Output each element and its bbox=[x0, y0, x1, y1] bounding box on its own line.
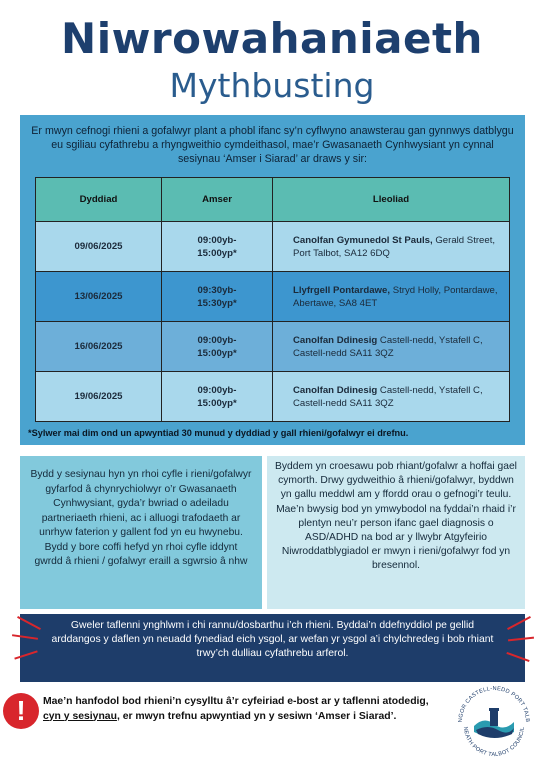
table-header-row bbox=[36, 178, 510, 222]
row-location bbox=[273, 372, 510, 422]
row-time: 09:00yb- 15:00yp* bbox=[162, 222, 273, 272]
row-date: 19/06/2025 bbox=[36, 372, 162, 422]
venue-address: Stryd Holly, Pontardawe, Abertawe, SA8 4ET bbox=[293, 284, 498, 309]
table-row bbox=[36, 222, 510, 272]
venue-name: Llyfrgell Pontardawe, bbox=[293, 284, 391, 296]
venue-address: Gerald Street, Port Talbot, SA12 6DQ bbox=[293, 234, 496, 259]
row-location bbox=[273, 222, 510, 272]
decorative-ray bbox=[507, 616, 531, 630]
row-location bbox=[273, 322, 510, 372]
venue-address: Castell-nedd, Ystafell C, Castell-nedd SA11 3QZ bbox=[293, 384, 483, 409]
row-time: 09:30yb- 15:30yp* bbox=[162, 272, 273, 322]
decorative-ray bbox=[17, 616, 41, 630]
decorative-ray bbox=[12, 634, 38, 640]
venue-name: Canolfan Gymunedol St Pauls, bbox=[293, 234, 433, 246]
venue-name: Canolfan Ddinesig bbox=[293, 334, 378, 346]
venue-name: Canolfan Ddinesig bbox=[293, 384, 378, 396]
header-date: Dyddiad bbox=[36, 178, 162, 222]
page-title: Niwrowahaniaeth bbox=[61, 14, 483, 63]
row-date: 09/06/2025 bbox=[36, 222, 162, 272]
table-row bbox=[36, 322, 510, 372]
header-time: Amser bbox=[162, 178, 273, 222]
table-row bbox=[36, 272, 510, 322]
svg-text:NEATH PORT TALBOT COUNCIL: NEATH PORT TALBOT COUNCIL bbox=[461, 726, 527, 759]
row-location bbox=[273, 272, 510, 322]
schedule-note: *Sylwer mai dim ond un apwyntiad 30 munud y dyddiad y gall rhieni/gofalwyr ei drefnu. bbox=[28, 428, 409, 438]
decorative-ray bbox=[14, 650, 37, 659]
decorative-ray bbox=[508, 637, 534, 642]
leaflet-banner-text: Gweler taflenni ynghlwm i chi rannu/dosbarthu i’ch rhieni. Byddai’n ddefnyddiol pe gellid arddangos y daflen yn neuadd fynediad eich ysgol, ar wefan yr ysgol a’i chylchredeg i bob rhiant trwy’ch dulliau cyfathrebu arferol. bbox=[51, 620, 494, 659]
venue-address: Castell-nedd, Ystafell C, Castell-nedd SA11 3QZ bbox=[293, 334, 483, 359]
sessions-info-box bbox=[20, 456, 262, 609]
info-box bbox=[20, 115, 525, 445]
welcome-info-box bbox=[267, 456, 525, 609]
exclamation-icon: ! bbox=[3, 693, 39, 729]
alert-underlined: cyn y sesiynau bbox=[43, 710, 117, 722]
row-time: 09:00yb- 15:00yp* bbox=[162, 372, 273, 422]
schedule-table bbox=[35, 177, 510, 422]
decorative-ray bbox=[506, 652, 529, 662]
header-location: Lleoliad bbox=[273, 178, 510, 222]
intro-text: Er mwyn cefnogi rhieni a gofalwyr plant a phobl ifanc sy’n cyflwyno anawsterau gan gynnwys datblygu eu sgiliau cyfathrebu a rhyngweithio cymdeithasol, mae’r Gwasanaeth Cynhwysiant yn cynnal sesiynau ‘Amser i Siarad’ ar draws y sir: bbox=[31, 125, 514, 165]
row-time: 09:00yb- 15:00yp* bbox=[162, 322, 273, 372]
table-row bbox=[36, 372, 510, 422]
welcome-info-text: Byddem yn croesawu pob rhiant/gofalwr a hoffai gael cymorth. Drwy gydweithio â rhieni/gofalwyr, byddwn yn gallu meddwl am y ffordd orau o gefnogi’r teulu. Mae’n bwysig bod yn ymwybodol na fyddai’n rhaid i’r plentyn neu’r person ifanc gael diagnosis o ASD/ADHD na bod ar y llwybr Atgyfeirio Niwroddatblygiadol er mwyn i rieni/gofalwyr fod yn bresennol. bbox=[275, 461, 517, 572]
sessions-info-text: Bydd y sesiynau hyn yn rhoi cyfle i rieni/gofalwyr gyfarfod â chynrychiolwyr o’r Gwasanaeth Cynhwysiant, gyda’r bwriad o adeiladu partneriaeth rhieni, ac i alluogi trafodaeth ar unrhyw faterion y gallent fod yn eu hwynebu. Bydd y bore coffi hefyd yn rhoi cyfle iddynt gwrdd â rhieni / gofalwyr eraill a sgwrsio â nhw bbox=[30, 469, 252, 567]
leaflet-banner bbox=[20, 614, 525, 682]
alert-text: Mae’n hanfodol bod rhieni’n cysylltu â’r cyfeiriad e-bost ar y taflenni atodedig, cyn y sesiynau, er mwyn trefnu apwyntiad yn y sesiwn ‘Amser i Siarad’. bbox=[43, 696, 429, 722]
page-subtitle: Mythbusting bbox=[169, 66, 375, 105]
svg-text:CYNGOR CASTELL-NEDD PORT TALBO: NGOR CASTELL-NEDD PORT TALB bbox=[457, 685, 531, 723]
row-date: 13/06/2025 bbox=[36, 272, 162, 322]
row-date: 16/06/2025 bbox=[36, 322, 162, 372]
council-logo bbox=[452, 680, 536, 760]
